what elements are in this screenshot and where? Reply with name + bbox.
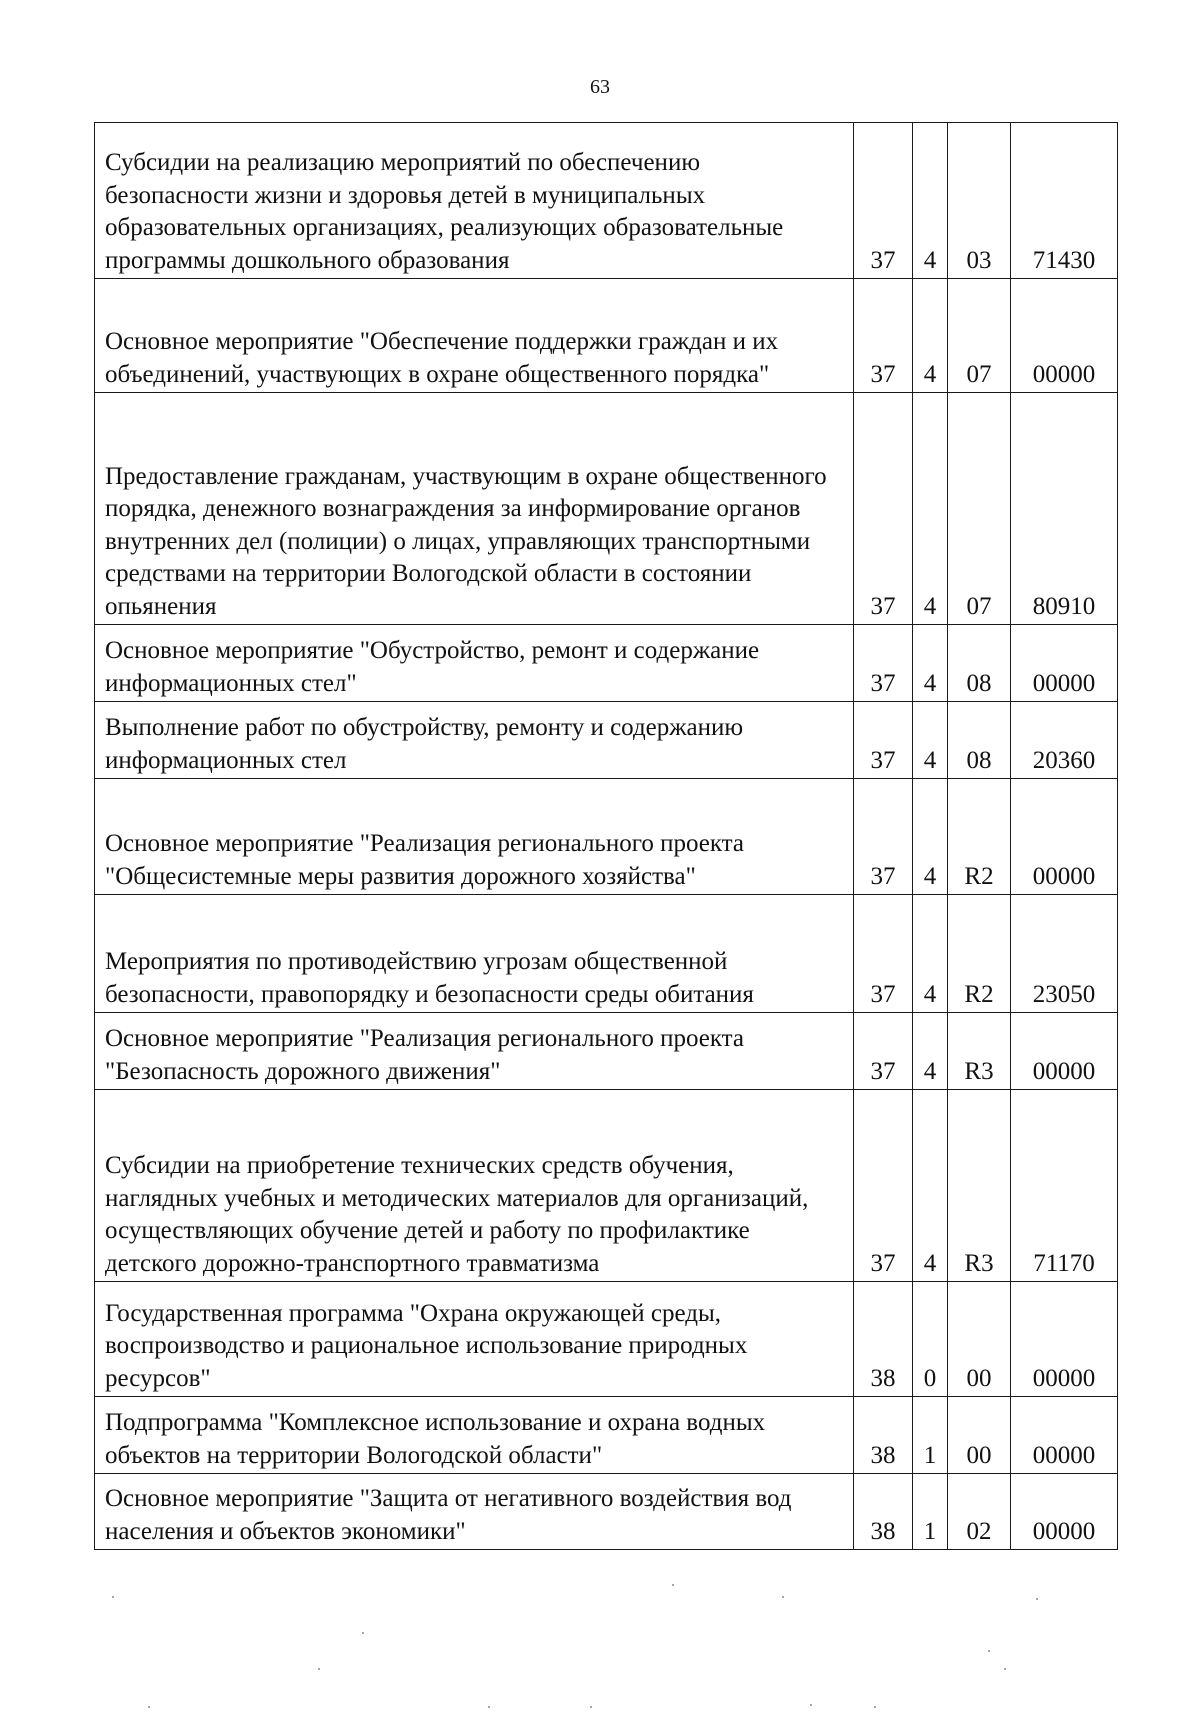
code-program: 38 [854, 1397, 913, 1474]
scan-speck [1004, 1668, 1006, 1670]
row-description: Основное мероприятие "Защита от негативного воздействия вод населения и объектов экономики" [95, 1474, 854, 1550]
budget-classification-table [94, 122, 1118, 1550]
scan-speck [1036, 1598, 1038, 1600]
code-subprogram: 4 [913, 779, 948, 895]
page-number: 63 [590, 76, 610, 98]
row-description: Основное мероприятие "Обеспечение поддержки граждан и их объединений, участвующих в охране общественного порядка" [95, 279, 854, 393]
code-activity: 08 [948, 702, 1011, 779]
code-activity: 02 [948, 1474, 1011, 1550]
code-program: 37 [854, 1013, 913, 1090]
code-direction: 00000 [1011, 779, 1118, 895]
code-subprogram: 4 [913, 1090, 948, 1282]
scan-speck [874, 1706, 876, 1708]
code-program: 37 [854, 779, 913, 895]
scan-speck [782, 1596, 784, 1598]
row-description: Основное мероприятие "Реализация регионального проекта "Безопасность дорожного движения" [95, 1013, 854, 1090]
table-row [95, 1090, 1118, 1282]
code-direction: 00000 [1011, 1397, 1118, 1474]
row-description: Подпрограмма "Комплексное использование и охрана водных объектов на территории Вологодской области" [95, 1397, 854, 1474]
row-description: Основное мероприятие "Обустройство, ремонт и содержание информационных стел" [95, 625, 854, 702]
scan-speck [672, 1584, 674, 1586]
code-program: 37 [854, 702, 913, 779]
row-description: Предоставление гражданам, участвующим в охране общественного порядка, денежного вознаграждения за информирование органов внутренних дел (полиции) о лицах, управляющих транспортными средствами на территории Вологодской области в состоянии опьянения [95, 393, 854, 625]
table-row [95, 1282, 1118, 1397]
code-program: 37 [854, 625, 913, 702]
code-subprogram: 1 [913, 1397, 948, 1474]
code-direction: 00000 [1011, 1282, 1118, 1397]
table-row [95, 895, 1118, 1013]
code-activity: 03 [948, 123, 1011, 279]
code-activity: R2 [948, 895, 1011, 1013]
table-row [95, 779, 1118, 895]
code-program: 38 [854, 1282, 913, 1397]
code-subprogram: 0 [913, 1282, 948, 1397]
table-row [95, 702, 1118, 779]
code-activity: 08 [948, 625, 1011, 702]
scan-speck [810, 1704, 812, 1706]
code-subprogram: 4 [913, 123, 948, 279]
code-activity: R3 [948, 1013, 1011, 1090]
scan-speck [988, 1650, 990, 1652]
table-row [95, 1397, 1118, 1474]
row-description: Выполнение работ по обустройству, ремонту и содержанию информационных стел [95, 702, 854, 779]
row-description: Субсидии на приобретение технических средств обучения, наглядных учебных и методических материалов для организаций, осуществляющих обучение детей и работу по профилактике детского дорожно-транспортного травматизма [95, 1090, 854, 1282]
row-description: Государственная программа "Охрана окружающей среды, воспроизводство и рациональное использование природных ресурсов" [95, 1282, 854, 1397]
table-row [95, 123, 1118, 279]
code-direction: 00000 [1011, 1474, 1118, 1550]
code-direction: 71170 [1011, 1090, 1118, 1282]
row-description: Субсидии на реализацию мероприятий по обеспечению безопасности жизни и здоровья детей в муниципальных образовательных организациях, реализующих образовательные программы дошкольного образования [95, 123, 854, 279]
code-program: 37 [854, 393, 913, 625]
code-activity: 07 [948, 279, 1011, 393]
table-row [95, 279, 1118, 393]
code-direction: 20360 [1011, 702, 1118, 779]
code-direction: 80910 [1011, 393, 1118, 625]
scan-speck [148, 1706, 150, 1708]
row-description: Мероприятия по противодействию угрозам общественной безопасности, правопорядку и безопасности среды обитания [95, 895, 854, 1013]
code-program: 37 [854, 279, 913, 393]
table-row [95, 393, 1118, 625]
table-row [95, 1013, 1118, 1090]
code-subprogram: 4 [913, 393, 948, 625]
code-direction: 71430 [1011, 123, 1118, 279]
table-row [95, 625, 1118, 702]
scan-speck [488, 1706, 490, 1708]
code-activity: 00 [948, 1397, 1011, 1474]
code-activity: R3 [948, 1090, 1011, 1282]
code-activity: 07 [948, 393, 1011, 625]
code-program: 37 [854, 1090, 913, 1282]
code-program: 37 [854, 123, 913, 279]
code-subprogram: 4 [913, 625, 948, 702]
code-subprogram: 4 [913, 279, 948, 393]
code-direction: 00000 [1011, 279, 1118, 393]
code-activity: 00 [948, 1282, 1011, 1397]
code-direction: 00000 [1011, 625, 1118, 702]
code-direction: 00000 [1011, 1013, 1118, 1090]
scan-speck [318, 1668, 320, 1670]
code-subprogram: 4 [913, 1013, 948, 1090]
code-program: 38 [854, 1474, 913, 1550]
scan-speck [590, 1706, 592, 1708]
code-program: 37 [854, 895, 913, 1013]
scan-speck [362, 1632, 364, 1634]
code-activity: R2 [948, 779, 1011, 895]
table-row [95, 1474, 1118, 1550]
row-description: Основное мероприятие "Реализация регионального проекта "Общесистемные меры развития дорожного хозяйства" [95, 779, 854, 895]
scan-speck [112, 1596, 114, 1598]
code-subprogram: 1 [913, 1474, 948, 1550]
code-direction: 23050 [1011, 895, 1118, 1013]
code-subprogram: 4 [913, 895, 948, 1013]
code-subprogram: 4 [913, 702, 948, 779]
